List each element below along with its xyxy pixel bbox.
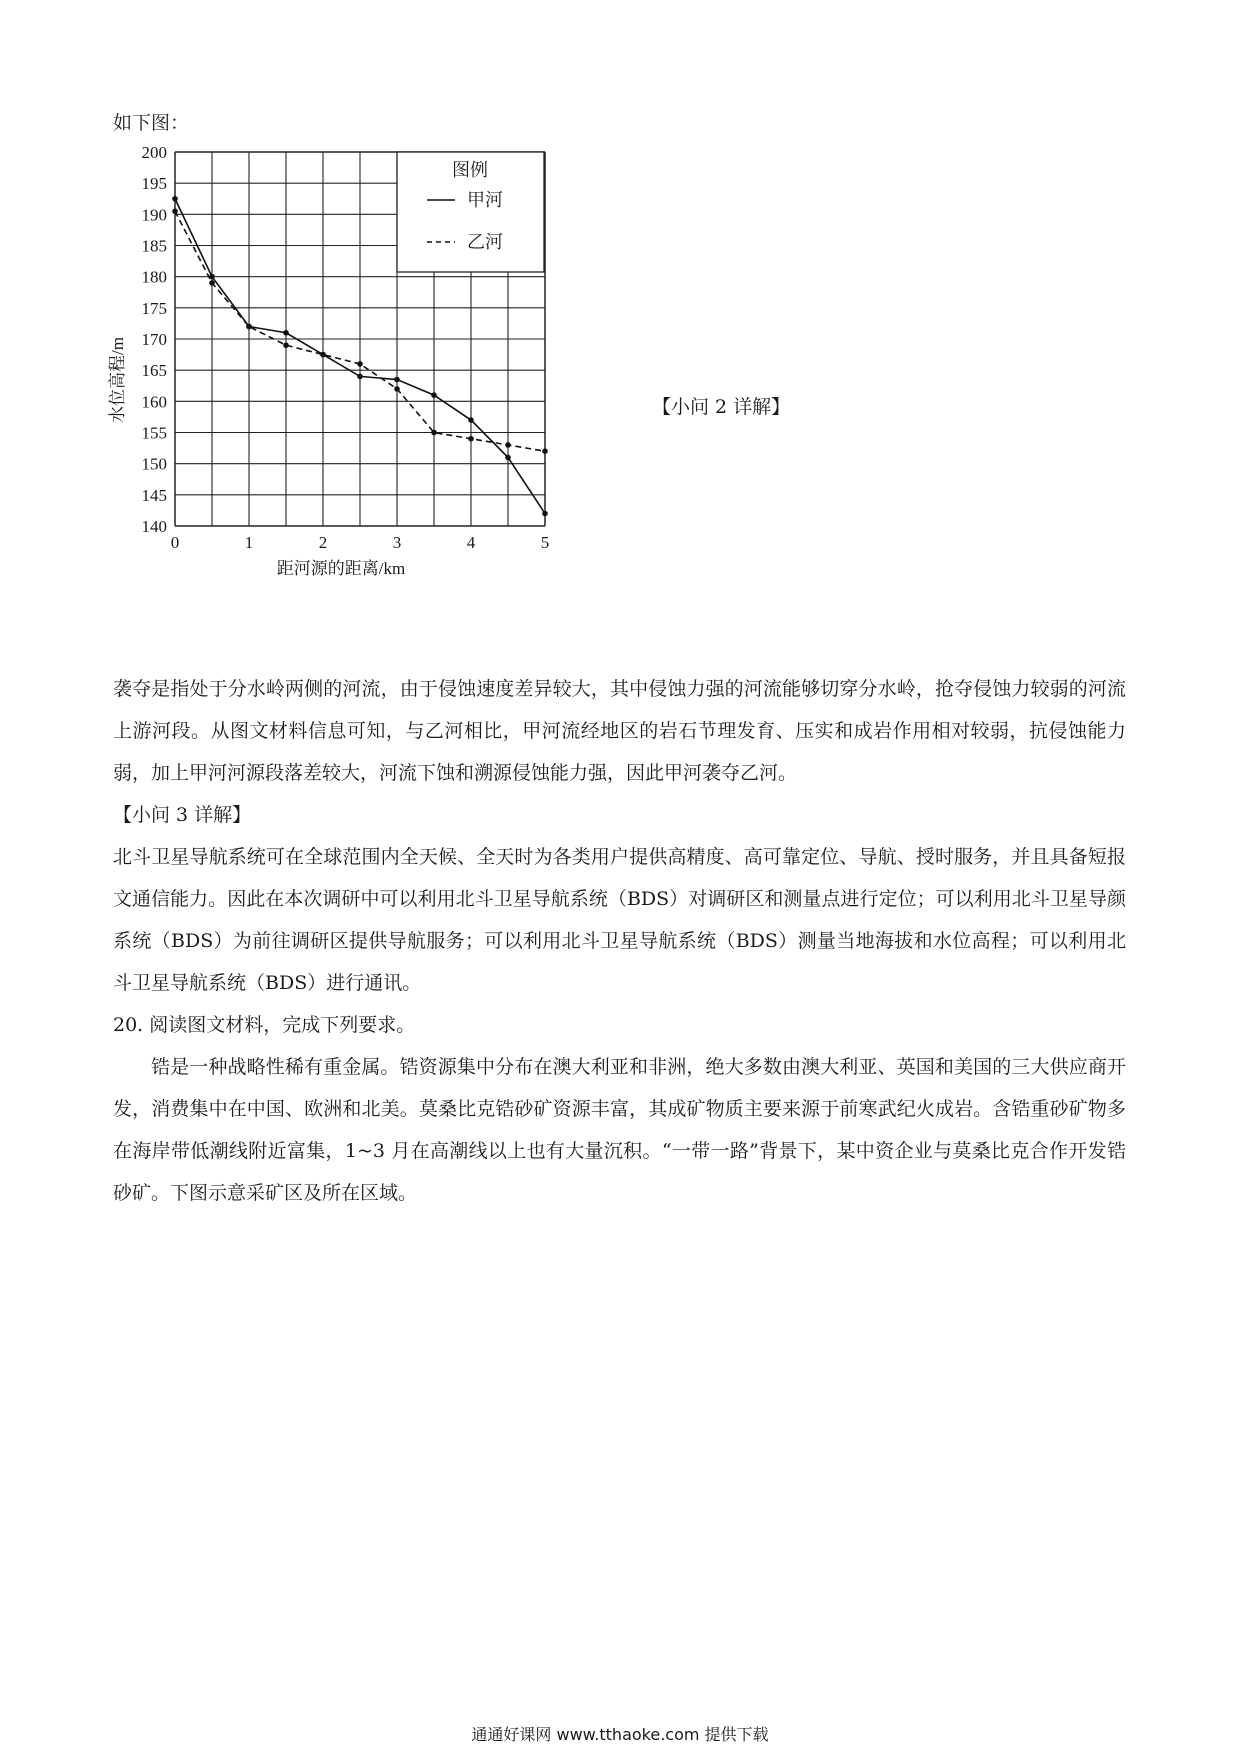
y-tick-label: 200 xyxy=(141,143,167,162)
section-3-heading: 【小问 3 详解】 xyxy=(113,804,252,826)
legend-label-yi: 乙河 xyxy=(467,232,503,252)
x-tick-label: 1 xyxy=(244,533,254,552)
y-tick-label: 150 xyxy=(141,454,167,474)
paragraph-capture: 袭夺是指处于分水岭两侧的河流，由于侵蚀速度差异较大，其中侵蚀力强的河流能够切穿分水岭，抢夺侵蚀力较弱的河流上游河段。从图文材料信息可知，与乙河相比，甲河流经地区的岩石节理发育、压实和成岩作用相对较弱，抗侵蚀能力弱，加上甲河河源段落差较大，河流下蚀和溯源侵蚀能力强，因此甲河袭夺乙河。 xyxy=(113,678,1126,784)
legend-label-jia: 甲河 xyxy=(467,190,503,210)
data-point-jia xyxy=(357,374,363,380)
paragraph-bds: 北斗卫星导航系统可在全球范围内全天候、全天时为各类用户提供高精度、高可靠定位、导航、授时服务，并且具备短报文通信能力。因此在本次调研中可以利用北斗卫星导航系统（BDS）对调研区和测量点进行定位；可以利用北斗卫星导颜系统（BDS）为前往调研区提供导航服务；可以利用北斗卫星导航系统（BDS）测量当地海拔和水位高程；可以利用北斗卫星导航系统（BDS）进行通讯。 xyxy=(113,846,1126,994)
data-point-jia xyxy=(283,330,289,336)
x-axis-label: 距河源的距离/km xyxy=(276,559,406,578)
y-tick-label: 160 xyxy=(141,392,167,412)
side-heading: 【小问 2 详解】 xyxy=(652,396,791,418)
y-tick-label: 195 xyxy=(141,174,167,194)
data-point-jia xyxy=(172,196,178,202)
y-tick-label: 165 xyxy=(141,361,167,381)
data-point-yi xyxy=(542,448,548,454)
data-point-yi xyxy=(172,208,178,214)
y-tick-label: 190 xyxy=(141,205,167,225)
data-point-jia xyxy=(505,455,511,461)
x-tick-label: 0 xyxy=(170,533,180,552)
data-point-jia xyxy=(468,417,474,423)
data-point-yi xyxy=(431,430,437,436)
intro-text: 如下图： xyxy=(113,112,190,134)
data-point-yi xyxy=(357,361,363,367)
y-tick-label: 145 xyxy=(141,485,167,505)
data-point-yi xyxy=(394,386,400,392)
data-point-yi xyxy=(468,436,474,442)
data-point-yi xyxy=(246,324,252,330)
chart-legend xyxy=(397,152,544,272)
data-point-yi xyxy=(283,342,289,348)
main-content xyxy=(113,668,1126,1214)
x-tick-label: 5 xyxy=(540,533,550,552)
x-tick-label: 4 xyxy=(466,533,476,552)
data-point-jia xyxy=(542,511,548,517)
data-point-yi xyxy=(505,442,511,448)
x-tick-label: 2 xyxy=(318,533,328,552)
y-tick-label: 140 xyxy=(141,517,167,536)
data-point-jia xyxy=(394,377,400,383)
paragraph-zirconium: 锆是一种战略性稀有重金属。锆资源集中分布在澳大利亚和非洲，绝大多数由澳大利亚、英国和美国的三大供应商开发，消费集中在中国、欧洲和北美。莫桑比克锆砂矿资源丰富，其成矿物质主要来源于前寒武纪火成岩。含锆重砂矿物多在海岸带低潮线附近富集，1~3 月在高潮线以上也有大量沉积。“一带一路”背景下，某中资企业与莫桑比克合作开发锆砂矿。下图示意采矿区及所在区域。 xyxy=(113,1056,1126,1204)
legend-title: 图例 xyxy=(452,160,488,180)
data-point-jia xyxy=(431,392,437,398)
page-footer: 通通好课网 www.tthaoke.com 提供下载 xyxy=(471,1725,769,1744)
y-axis-label: 水位高程/m xyxy=(108,337,127,423)
y-tick-label: 155 xyxy=(141,423,167,443)
y-tick-label: 175 xyxy=(141,298,167,318)
y-tick-label: 170 xyxy=(141,330,167,349)
x-tick-label: 3 xyxy=(392,533,402,552)
y-tick-label: 180 xyxy=(141,267,167,287)
y-tick-label: 185 xyxy=(141,236,167,256)
data-point-yi xyxy=(320,352,326,358)
data-point-yi xyxy=(209,280,215,286)
question-20: 20. 阅读图文材料，完成下列要求。 xyxy=(113,1014,416,1036)
water-level-chart xyxy=(108,143,645,660)
